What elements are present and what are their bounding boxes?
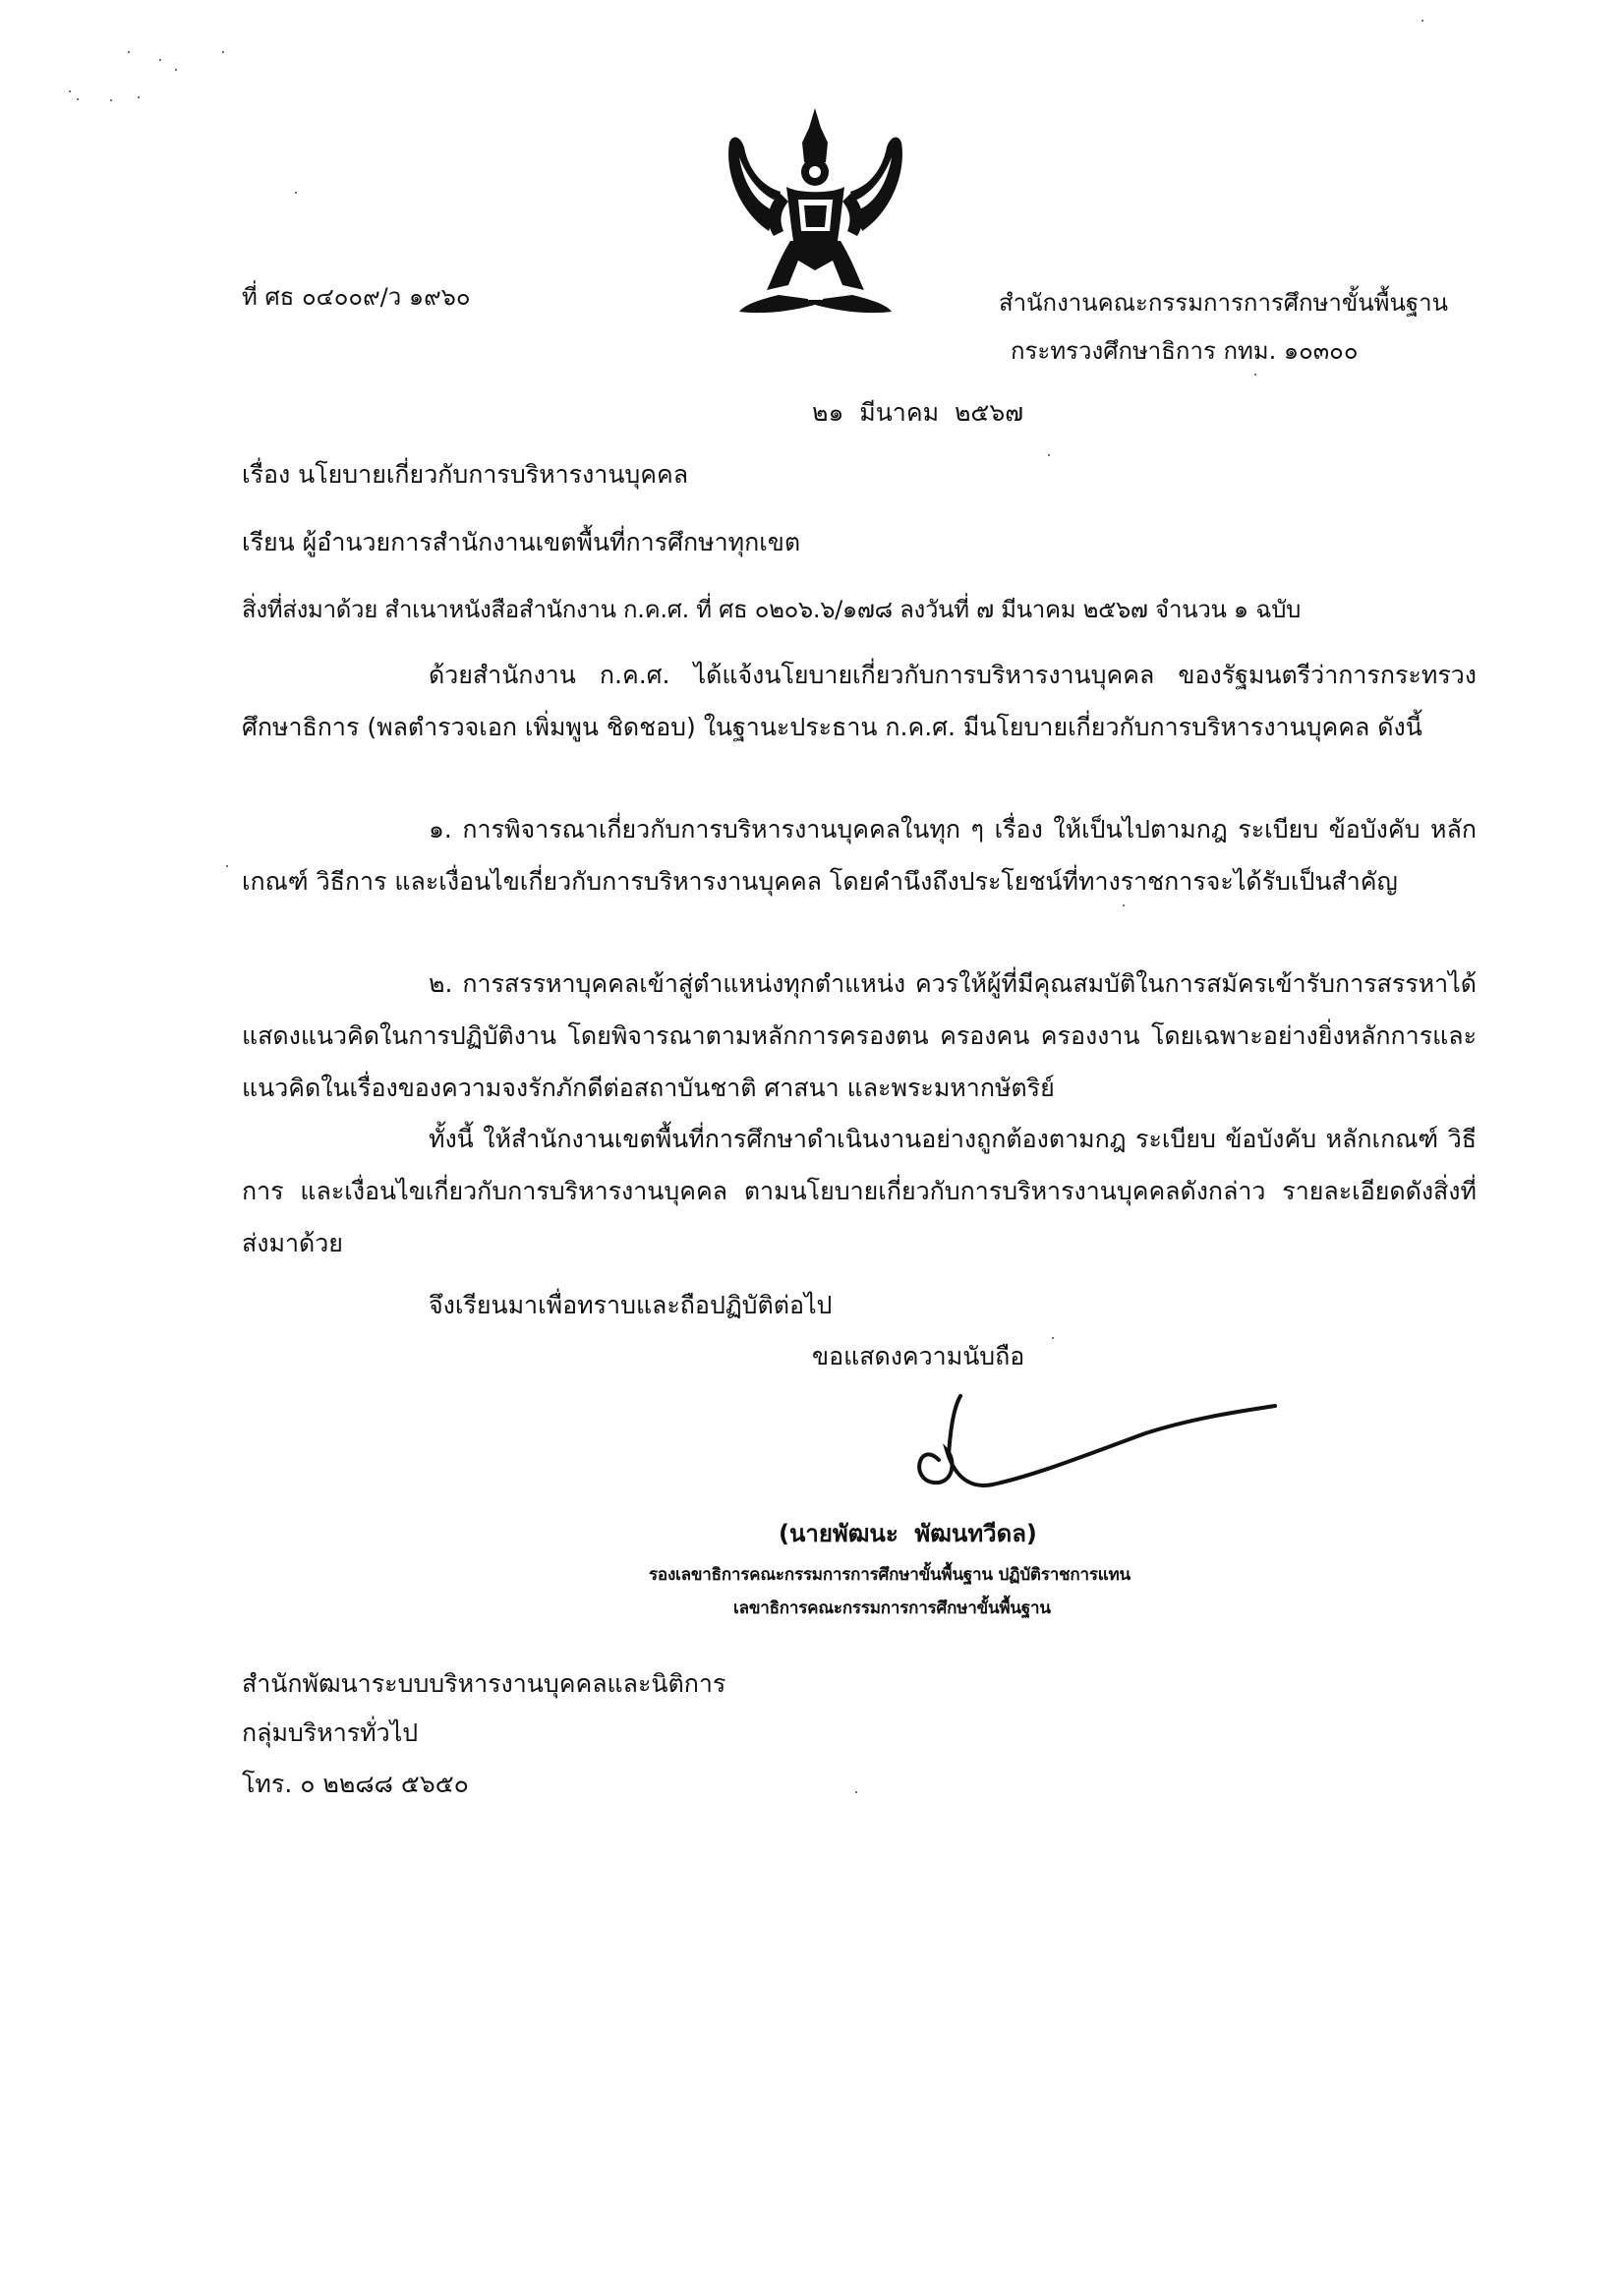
handwritten-signature-icon xyxy=(890,1367,1283,1524)
body-closing: ทั้งนี้ ให้สำนักงานเขตพื้นที่การศึกษาดำเนินงานอย่างถูกต้องตามกฎ ระเบียบ ข้อบังคับ หลักเกณฑ์ วิธีการ และเงื่อนไขเกี่ยวกับการบริหารงานบุคคล ตามนโยบายเกี่ยวกับการบริหารงานบุคคลดังกล่าว รายละเอียดดังสิ่งที่ส่งมาด้วย xyxy=(242,1125,1477,1257)
body-item-1: ๑. การพิจารณาเกี่ยวกับการบริหารงานบุคคลในทุก ๆ เรื่อง ให้เป็นไปตามกฎ ระเบียบ ข้อบังคับ หลักเกณฑ์ วิธีการ และเงื่อนไขเกี่ยวกับการบริหารงานบุคคล โดยคำนึงถึงประโยชน์ที่ทางราชการจะได้รับเป็นสำคัญ xyxy=(242,815,1477,896)
subject-line: เรื่อง นโยบายเกี่ยวกับการบริหารงานบุคคล xyxy=(242,460,689,489)
agency-name: สำนักงานคณะกรรมการการศึกษาขั้นพื้นฐาน xyxy=(999,289,1449,317)
footer-office: สำนักพัฒนาระบบบริหารงานบุคคลและนิติการ xyxy=(242,1669,726,1698)
signer-name: (นายพัฒนะ พัฒนทวีดล) xyxy=(779,1520,1037,1547)
body-intro: ด้วยสำนักงาน ก.ค.ศ. ได้แจ้งนโยบายเกี่ยวกับการบริหารงานบุคคล ของรัฐมนตรีว่าการกระทรวงศึกษาธิการ (พลตำรวจเอก เพิ่มพูน ชิดชอบ) ในฐานะประธาน ก.ค.ศ. มีนโยบายเกี่ยวกับการบริหารงานบุคคล ดังนี้ xyxy=(242,661,1477,741)
footer-group: กลุ่มบริหารทั่วไป xyxy=(242,1718,419,1747)
agency-address: กระทรวงศึกษาธิการ กทม. ๑๐๓๐๐ xyxy=(1011,337,1359,365)
body-request: จึงเรียนมาเพื่อทราบและถือปฏิบัติต่อไป xyxy=(429,1291,833,1319)
document-date: ๒๑ มีนาคม ๒๕๖๗ xyxy=(812,398,1024,427)
salutation: ขอแสดงความนับถือ xyxy=(812,1342,1025,1370)
body-item-2: ๒. การสรรหาบุคคลเข้าสู่ตำแหน่งทุกตำแหน่ง ควรให้ผู้ที่มีคุณสมบัติในการสมัครเข้ารับการสรรหาได้แสดงแนวคิดในการปฏิบัติงาน โดยพิจารณาตามหลักการครองตน ครองคน ครองงาน โดยเฉพาะอย่างยิ่งหลักการและแนวคิดในเรื่องของความจงรักภักดีต่อสถาบันชาติ ศาสนา และพระมหากษัตริย์ xyxy=(242,969,1477,1102)
enclosure-line: สิ่งที่ส่งมาด้วย สำเนาหนังสือสำนักงาน ก.ค.ศ. ที่ ศธ ๐๒๐๖.๖/๑๗๘ ลงวันที่ ๗ มีนาคม ๒๕๖๗ จำนวน ๑ ฉบับ xyxy=(242,596,1302,623)
garuda-emblem-icon xyxy=(720,103,911,329)
signer-position-line1: รองเลขาธิการคณะกรรมการการศึกษาขั้นพื้นฐาน ปฏิบัติราชการแทน xyxy=(649,1565,1131,1585)
recipient-line: เรียน ผู้อำนวยการสำนักงานเขตพื้นที่การศึกษาทุกเขต xyxy=(242,528,801,556)
document-number: ที่ ศธ ๐๔๐๐๙/ว ๑๙๖๐ xyxy=(242,283,471,311)
signer-position-line2: เลขาธิการคณะกรรมการการศึกษาขั้นพื้นฐาน xyxy=(733,1599,1051,1618)
footer-phone: โทร. ๐ ๒๒๘๘ ๕๖๕๐ xyxy=(242,1770,469,1798)
